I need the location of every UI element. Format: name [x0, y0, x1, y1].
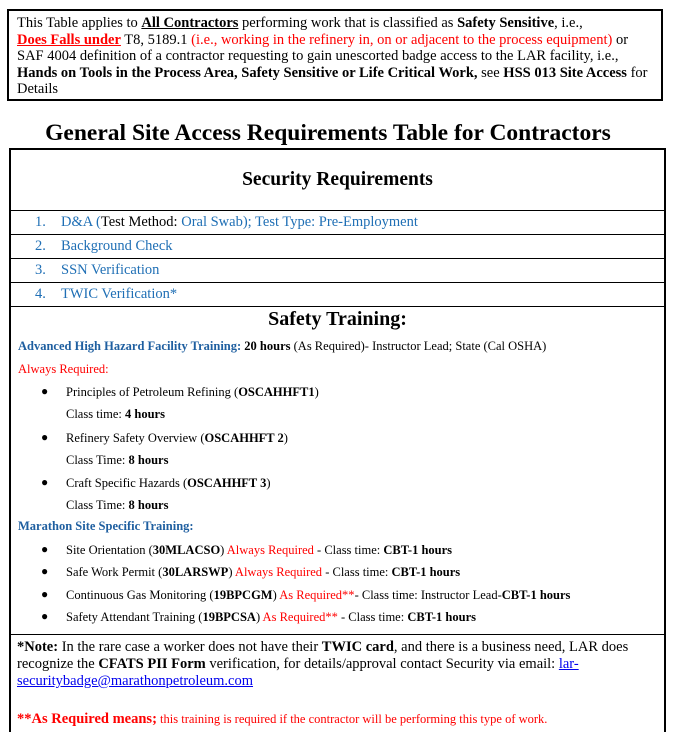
course-paren: ) [228, 565, 235, 579]
course-item [66, 385, 319, 400]
class-time-label: - Class time: [337, 610, 408, 624]
marathon-item [66, 588, 570, 603]
all-contractors-text: All Contractors [141, 15, 239, 31]
course-name: Principles of Petroleum Refining ( [66, 385, 239, 399]
intro-text: This Table applies to [17, 15, 142, 31]
course-paren: ) [283, 431, 288, 445]
item-text: Background Check [61, 238, 173, 254]
class-time-label: - Class time: Instructor Lead- [354, 588, 502, 602]
class-time-label: Class Time: [66, 453, 129, 467]
item-text: TWIC Verification* [61, 286, 178, 302]
course-code: OSCAHHFT 3 [187, 476, 267, 490]
security-email-link[interactable]: lar-securitybadge@marathonpetroleum.com [17, 656, 579, 689]
intro-text: performing work that is classified as [238, 15, 458, 31]
cfats-form-text: CFATS PII Form [98, 656, 206, 672]
item-text: D&A ( [61, 214, 101, 230]
course-name: Safe Work Permit ( [66, 565, 163, 579]
class-time-value: CBT-1 hours [391, 565, 461, 579]
bullet-icon: ● [41, 542, 49, 556]
item-number: 2. [35, 238, 46, 254]
bullet-icon: ● [41, 609, 49, 623]
course-code: OSCAHHFT 2 [204, 431, 284, 445]
class-time-label: Class Time: [66, 498, 129, 512]
marathon-item [66, 610, 476, 625]
item-text: Oral Swab); Test Type: Pre-Employment [181, 214, 418, 230]
intro-text: see [477, 64, 504, 81]
intro-text: or SAF 4004 definition of a contractor requesting to gain unescorted badge access to the LAR facility, i.e., [17, 31, 629, 64]
item-text: Test Method: [100, 214, 182, 230]
twic-card-text: TWIC card [321, 639, 394, 655]
item-number: 4. [35, 286, 46, 302]
note-text: verification, for details/approval contact Security via email: [205, 656, 559, 672]
course-item [66, 476, 271, 491]
class-time-value: 8 hours [128, 498, 169, 512]
bullet-icon: ● [41, 587, 49, 601]
item-text: SSN Verification [61, 262, 160, 278]
page-title: General Site Access Requirements Table for Contractors [45, 120, 611, 146]
bullet-icon: ● [41, 430, 49, 444]
does-falls-under-text: Does Falls under [17, 31, 121, 48]
safety-training-heading: Safety Training: [268, 308, 407, 330]
advanced-training-label: Advanced High Hazard Facility Training: [18, 339, 242, 353]
bullet-icon: ● [41, 564, 49, 578]
course-item [66, 431, 288, 446]
course-class-time [66, 453, 168, 468]
class-time-label: Class time: [66, 407, 126, 421]
requirement-status: As Required** [262, 610, 338, 624]
class-time-label: - Class time: [313, 543, 384, 557]
advanced-hours: 20 hours [244, 339, 291, 353]
requirement-status: Always Required [234, 565, 323, 579]
course-paren: ) [314, 385, 319, 399]
section-divider [11, 634, 664, 635]
intro-text: , i.e., [554, 15, 583, 31]
class-time-value: 4 hours [125, 407, 165, 421]
course-paren: ) [272, 588, 280, 602]
course-code: 19BPCSA [202, 610, 256, 624]
note-text: , and there is a business need, LAR does recognize the [17, 639, 629, 672]
always-required-label: Always Required: [18, 362, 109, 376]
course-code: 30MLACSO [152, 543, 221, 557]
course-code: 30LARSWP [162, 565, 229, 579]
course-name: Refinery Safety Overview ( [66, 431, 205, 445]
class-time-value: 8 hours [128, 453, 169, 467]
marathon-label-text: Marathon Site Specific Training: [18, 519, 194, 533]
as-required-label: **As Required means; [17, 711, 157, 727]
advanced-training-line [18, 339, 546, 354]
twic-note [17, 639, 657, 690]
course-class-time [66, 407, 165, 422]
marathon-item [66, 565, 460, 580]
applicability-notice [7, 9, 663, 101]
intro-text: T8, 5189.1 [120, 31, 192, 48]
requirements-table [9, 148, 666, 732]
security-heading: Security Requirements [242, 169, 433, 190]
as-required-definition [17, 711, 657, 728]
hss-reference: HSS 013 Site Access [503, 64, 627, 81]
note-text: In the rare case a worker does not have their [58, 639, 322, 655]
class-time-value: CBT-1 hours [501, 588, 571, 602]
item-number: 3. [35, 262, 46, 278]
requirement-status: As Required** [279, 588, 355, 602]
section-divider [11, 306, 664, 307]
course-code: 19BPCGM [213, 588, 273, 602]
course-name: Continuous Gas Monitoring ( [66, 588, 214, 602]
safety-sensitive-text: Safety Sensitive [457, 15, 555, 31]
course-name: Site Orientation ( [66, 543, 153, 557]
course-name: Safety Attendant Training ( [66, 610, 203, 624]
marathon-item [66, 543, 452, 558]
intro-text: for Details [17, 64, 648, 97]
security-item [11, 258, 664, 281]
item-number: 1. [35, 214, 46, 230]
note-label: *Note: [17, 639, 59, 655]
course-paren: ) [266, 476, 271, 490]
class-time-value: CBT-1 hours [407, 610, 477, 624]
bullet-icon: ● [41, 475, 49, 489]
course-code: OSCAHHFT1 [238, 385, 315, 399]
as-required-text: this training is required if the contractor will be performing this type of work. [156, 712, 548, 726]
class-time-label: - Class time: [322, 565, 392, 579]
security-item [11, 210, 664, 233]
security-item [11, 282, 664, 305]
security-item [11, 234, 664, 257]
hands-on-tools-text: Hands on Tools in the Process Area, Safety Sensitive or Life Critical Work, [17, 64, 478, 81]
course-class-time [66, 498, 168, 513]
course-name: Craft Specific Hazards ( [66, 476, 188, 490]
class-time-value: CBT-1 hours [383, 543, 453, 557]
requirement-status: Always Required [226, 543, 314, 557]
bullet-icon: ● [41, 384, 49, 398]
advanced-training-details: (As Required)- Instructor Lead; State (Cal OSHA) [290, 339, 547, 353]
course-paren: ) [255, 610, 263, 624]
marathon-training-label [18, 519, 194, 534]
course-paren: ) [220, 543, 227, 557]
refinery-scope-text: (i.e., working in the refinery in, on or adjacent to the process equipment) [191, 31, 613, 48]
